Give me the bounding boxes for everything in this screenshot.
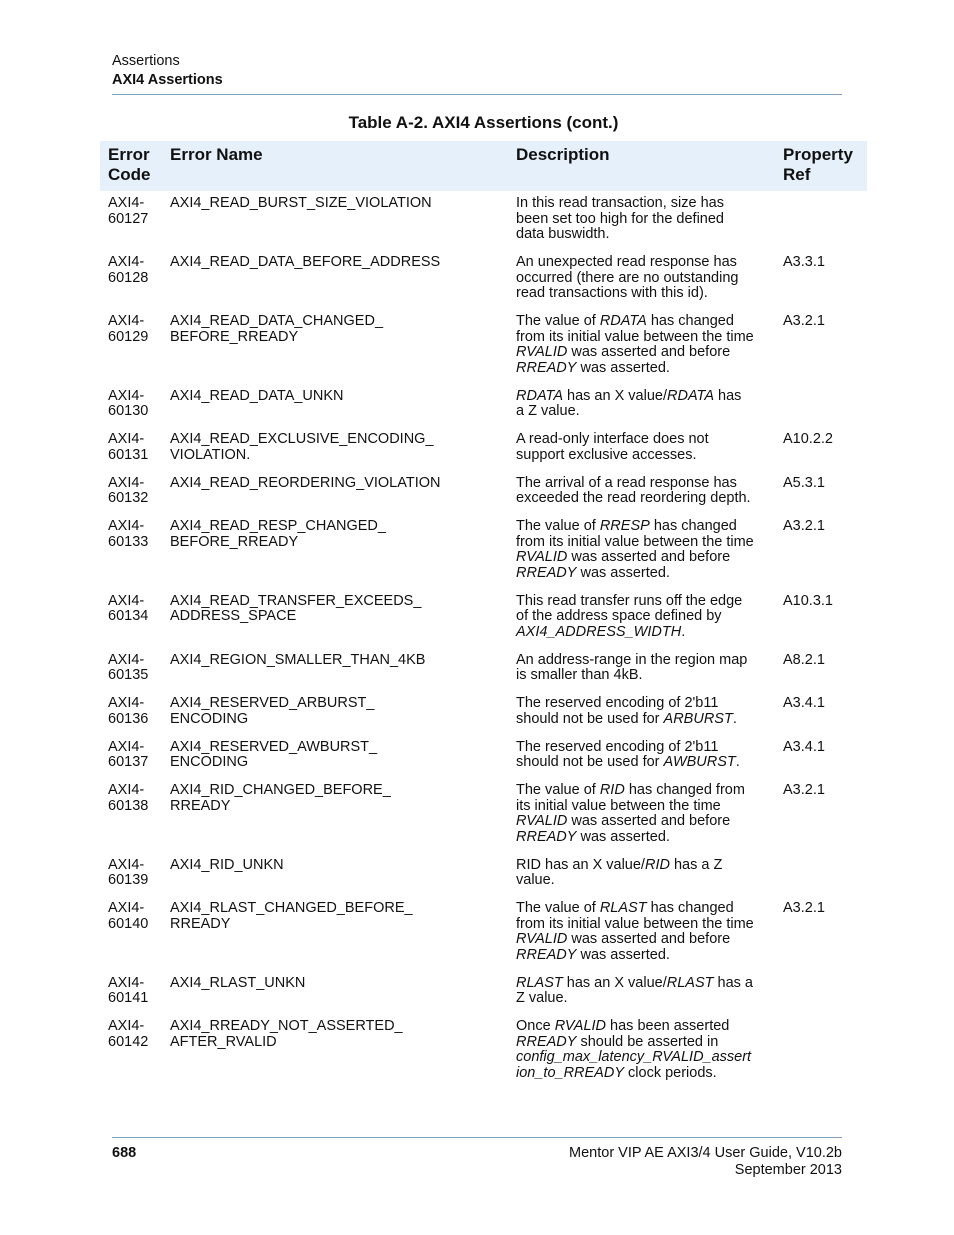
error-name-line: RREADY xyxy=(170,915,231,932)
description-cell xyxy=(516,1019,778,1081)
error-name-line: ADDRESS_SPACE xyxy=(170,608,297,624)
signal-name: RVALID xyxy=(554,1018,607,1034)
description-text: exceeded the read reordering depth. xyxy=(516,490,751,506)
description-line xyxy=(516,609,778,625)
description-cell xyxy=(516,196,778,243)
footer-info xyxy=(569,1145,842,1179)
description-line xyxy=(516,917,778,933)
footer-date: September 2013 xyxy=(734,1162,842,1178)
error-code-cell xyxy=(108,519,166,550)
error-code-cell xyxy=(108,1019,166,1050)
description-text: should not be used for xyxy=(516,754,664,770)
property-ref-cell: A3.4.1 xyxy=(783,738,825,755)
table-row xyxy=(100,783,867,858)
table-row xyxy=(100,901,867,976)
signal-name: RLAST xyxy=(599,900,647,916)
signal-name: RREADY xyxy=(516,359,577,376)
description-text: from its initial value between the time xyxy=(516,533,754,550)
description-line xyxy=(516,491,778,507)
description-cell xyxy=(516,740,778,771)
error-name-cell xyxy=(170,476,510,492)
running-header xyxy=(112,52,842,90)
error-code-line: 60138 xyxy=(108,797,149,814)
description-line xyxy=(516,814,778,830)
error-name-line: AFTER_RVALID xyxy=(170,1033,277,1050)
error-code-line: AXI4- xyxy=(108,387,145,404)
error-code-cell xyxy=(108,653,166,684)
error-name-line: AXI4_READ_BURST_SIZE_VIOLATION xyxy=(170,195,432,211)
description-text: was asserted and before xyxy=(567,813,731,829)
description-line xyxy=(516,830,778,846)
error-code-line: 60133 xyxy=(108,533,149,550)
description-line xyxy=(516,594,778,610)
error-name-cell xyxy=(170,255,510,271)
signal-name: RVALID xyxy=(516,813,568,829)
error-name-line: AXI4_REGION_SMALLER_THAN_4KB xyxy=(170,651,426,668)
table-row xyxy=(100,196,867,255)
description-text: The value of xyxy=(516,782,600,798)
description-line xyxy=(516,212,778,228)
error-code-line: 60130 xyxy=(108,403,149,419)
description-line xyxy=(516,873,778,889)
error-code-line: AXI4- xyxy=(108,695,145,711)
description-line xyxy=(516,1066,778,1082)
error-name-cell xyxy=(170,696,510,727)
property-ref-cell: A3.2.1 xyxy=(783,900,825,916)
description-text: has a xyxy=(713,974,753,991)
error-code-line: AXI4- xyxy=(108,651,145,668)
error-code-cell xyxy=(108,594,166,625)
table-row xyxy=(100,255,867,314)
error-name-line: BEFORE_RREADY xyxy=(170,533,299,550)
description-text: has an X value/ xyxy=(563,387,667,404)
property-ref-cell: A5.3.1 xyxy=(783,474,825,491)
error-code-line: 60139 xyxy=(108,872,149,888)
column-header-property-ref-line2: Ref xyxy=(783,165,811,184)
description-line xyxy=(516,255,778,271)
description-text: An address-range in the region map xyxy=(516,651,748,668)
error-code-cell xyxy=(108,740,166,771)
error-name-line: AXI4_READ_EXCLUSIVE_ENCODING_ xyxy=(170,431,434,447)
error-name-cell xyxy=(170,653,510,669)
description-line xyxy=(516,696,778,712)
description-text: was asserted. xyxy=(576,564,670,581)
description-text: was asserted. xyxy=(576,946,670,963)
description-cell xyxy=(516,255,778,302)
signal-name: RVALID xyxy=(516,344,568,360)
description-line xyxy=(516,932,778,948)
description-text: was asserted and before xyxy=(567,344,731,360)
error-code-cell xyxy=(108,783,166,814)
signal-name: RRESP xyxy=(599,518,650,534)
error-name-cell xyxy=(170,858,510,874)
signal-name: RID xyxy=(644,856,670,873)
description-text: The reserved encoding of 2'b11 xyxy=(516,738,719,755)
table-row xyxy=(100,1019,867,1094)
column-header-description: Description xyxy=(516,145,610,164)
description-cell xyxy=(516,476,778,507)
description-text: clock periods. xyxy=(624,1064,717,1081)
description-text: has been asserted xyxy=(606,1018,730,1034)
description-text: read transactions with this id). xyxy=(516,285,708,301)
description-text: support exclusive accesses. xyxy=(516,446,697,463)
description-line xyxy=(516,196,778,212)
property-ref-cell: A3.2.1 xyxy=(783,518,825,534)
table-row xyxy=(100,519,867,594)
table-row xyxy=(100,314,867,389)
description-line xyxy=(516,432,778,448)
column-header-error-name: Error Name xyxy=(170,145,263,164)
error-code-cell xyxy=(108,314,166,345)
description-cell xyxy=(516,389,778,420)
error-code-line: AXI4- xyxy=(108,195,145,211)
error-name-cell xyxy=(170,740,510,771)
signal-name: RVALID xyxy=(516,549,568,565)
description-text: . xyxy=(732,710,737,727)
table-row xyxy=(100,389,867,433)
error-name-line: AXI4_READ_DATA_UNKN xyxy=(170,387,344,404)
description-line xyxy=(516,1019,778,1035)
description-line xyxy=(516,361,778,377)
signal-name: ion_to_RREADY xyxy=(516,1064,624,1081)
description-line xyxy=(516,345,778,361)
error-code-line: AXI4- xyxy=(108,1018,145,1034)
description-cell xyxy=(516,696,778,727)
signal-name: RDATA xyxy=(667,387,714,404)
error-code-line: AXI4- xyxy=(108,518,145,534)
description-text: from its initial value between the time xyxy=(516,328,754,345)
description-cell xyxy=(516,314,778,376)
description-text: from its initial value between the time xyxy=(516,915,754,932)
error-code-cell xyxy=(108,696,166,727)
footer-divider xyxy=(112,1137,842,1138)
error-code-line: 60135 xyxy=(108,667,149,683)
error-name-cell xyxy=(170,196,510,212)
description-text: been set too high for the defined xyxy=(516,210,724,227)
description-cell xyxy=(516,783,778,845)
description-line xyxy=(516,404,778,420)
signal-name: RID xyxy=(599,782,625,798)
error-name-line: RREADY xyxy=(170,797,231,814)
table-row xyxy=(100,696,867,740)
error-code-line: 60134 xyxy=(108,608,149,624)
signal-name: RVALID xyxy=(516,931,568,947)
property-ref-cell: A10.2.2 xyxy=(783,431,833,447)
error-code-line: 60141 xyxy=(108,990,149,1006)
description-text: was asserted. xyxy=(576,359,670,376)
error-code-line: AXI4- xyxy=(108,431,145,447)
table-row xyxy=(100,858,867,902)
description-line xyxy=(516,286,778,302)
description-text: Once xyxy=(516,1018,555,1034)
description-line xyxy=(516,227,778,243)
table-row xyxy=(100,653,867,697)
signal-name: AXI4_ADDRESS_WIDTH xyxy=(516,623,682,640)
error-name-line: AXI4_RESERVED_ARBURST_ xyxy=(170,695,375,711)
description-text: Z value. xyxy=(516,990,568,1006)
description-line xyxy=(516,535,778,551)
description-text: has changed from xyxy=(624,782,745,798)
error-code-cell xyxy=(108,476,166,507)
description-line xyxy=(516,389,778,405)
description-text: RID has an X value/ xyxy=(516,856,645,873)
error-code-line: AXI4- xyxy=(108,254,145,270)
error-name-line: BEFORE_RREADY xyxy=(170,328,299,345)
signal-name: RDATA xyxy=(516,387,563,404)
table-row xyxy=(100,594,867,653)
description-text: its initial value between the time xyxy=(516,797,721,814)
footer-doc-title: Mentor VIP AE AXI3/4 User Guide, V10.2b xyxy=(569,1145,842,1161)
column-header-error-code xyxy=(108,145,164,185)
error-code-cell xyxy=(108,901,166,932)
table-row xyxy=(100,432,867,476)
description-line xyxy=(516,858,778,874)
error-name-cell xyxy=(170,901,510,932)
signal-name: ARBURST xyxy=(663,710,733,727)
table-title: Table A-2. AXI4 Assertions (cont.) xyxy=(348,113,619,132)
property-ref-cell: A3.3.1 xyxy=(783,254,825,270)
error-code-cell xyxy=(108,858,166,889)
description-text: should not be used for xyxy=(516,710,664,727)
signal-name: RLAST xyxy=(666,974,714,991)
error-code-line: AXI4- xyxy=(108,738,145,755)
description-text: a Z value. xyxy=(516,403,580,419)
description-text: The value of xyxy=(516,900,600,916)
page-number: 688 xyxy=(112,1145,137,1161)
description-line xyxy=(516,901,778,917)
description-text: occurred (there are no outstanding xyxy=(516,269,739,286)
description-line xyxy=(516,330,778,346)
description-cell xyxy=(516,858,778,889)
error-name-line: VIOLATION. xyxy=(170,446,251,463)
error-code-line: 60129 xyxy=(108,328,149,345)
description-cell xyxy=(516,901,778,963)
error-name-cell xyxy=(170,1019,510,1050)
description-text: A read-only interface does not xyxy=(516,431,709,447)
signal-name: config_max_latency_RVALID_assert xyxy=(516,1049,752,1065)
error-name-cell xyxy=(170,976,510,992)
error-code-line: 60128 xyxy=(108,269,149,286)
description-text: of the address space defined by xyxy=(516,608,722,624)
property-ref-cell: A10.3.1 xyxy=(783,592,833,609)
description-text: has an X value/ xyxy=(562,974,667,991)
description-text: has xyxy=(714,387,742,404)
column-header-property-ref xyxy=(783,145,863,185)
description-line xyxy=(516,1050,778,1066)
description-line xyxy=(516,668,778,684)
error-code-line: 60137 xyxy=(108,754,149,770)
error-name-line: AXI4_RLAST_UNKN xyxy=(170,974,306,991)
error-name-line: AXI4_RID_UNKN xyxy=(170,856,284,873)
description-cell xyxy=(516,594,778,641)
description-line xyxy=(516,566,778,582)
description-line xyxy=(516,755,778,771)
description-line xyxy=(516,653,778,669)
signal-name: RDATA xyxy=(599,313,647,329)
error-code-line: AXI4- xyxy=(108,974,145,991)
description-cell xyxy=(516,519,778,581)
description-text: has changed xyxy=(646,900,734,916)
error-name-line: AXI4_READ_REORDERING_VIOLATION xyxy=(170,474,441,491)
table-row xyxy=(100,740,867,784)
table-row xyxy=(100,476,867,520)
error-code-line: 60127 xyxy=(108,210,149,227)
description-cell xyxy=(516,976,778,1007)
description-text: The arrival of a read response has xyxy=(516,474,737,491)
error-code-line: 60142 xyxy=(108,1033,149,1050)
description-line xyxy=(516,799,778,815)
description-line xyxy=(516,1035,778,1051)
column-header-error-code-line2: Code xyxy=(108,165,151,184)
error-name-cell xyxy=(170,314,510,345)
table-header-row xyxy=(100,141,867,191)
error-name-line: AXI4_RLAST_CHANGED_BEFORE_ xyxy=(170,900,413,916)
description-text: was asserted. xyxy=(576,828,670,845)
error-code-line: 60132 xyxy=(108,490,149,506)
description-line xyxy=(516,740,778,756)
column-header-property-ref-line1: Property xyxy=(783,145,853,164)
description-text: data buswidth. xyxy=(516,226,610,242)
error-code-line: 60140 xyxy=(108,915,149,932)
error-code-line: AXI4- xyxy=(108,782,145,798)
property-ref-cell: A3.2.1 xyxy=(783,313,825,329)
description-line xyxy=(516,476,778,492)
description-text: This read transfer runs off the edge xyxy=(516,592,743,609)
description-text: An unexpected read response has xyxy=(516,254,737,270)
error-name-line: AXI4_RESERVED_AWBURST_ xyxy=(170,738,378,755)
header-subsection: AXI4 Assertions xyxy=(112,72,223,88)
error-name-cell xyxy=(170,432,510,463)
error-name-cell xyxy=(170,519,510,550)
error-code-line: AXI4- xyxy=(108,313,145,329)
error-code-cell xyxy=(108,976,166,1007)
error-code-cell xyxy=(108,432,166,463)
header-section: Assertions xyxy=(112,53,180,69)
description-line xyxy=(516,271,778,287)
description-text: The value of xyxy=(516,313,600,329)
description-line xyxy=(516,448,778,464)
description-text: The value of xyxy=(516,518,600,534)
error-code-line: AXI4- xyxy=(108,900,145,916)
description-text: . xyxy=(681,623,686,640)
description-text: is smaller than 4kB. xyxy=(516,667,643,683)
property-ref-cell: A8.2.1 xyxy=(783,651,825,668)
error-code-line: AXI4- xyxy=(108,592,145,609)
description-text: value. xyxy=(516,872,555,888)
error-name-cell xyxy=(170,783,510,814)
description-cell xyxy=(516,432,778,463)
description-text: should be asserted in xyxy=(576,1033,719,1050)
signal-name: RREADY xyxy=(516,828,577,845)
error-code-cell xyxy=(108,255,166,286)
error-name-line: AXI4_READ_DATA_BEFORE_ADDRESS xyxy=(170,254,441,270)
header-divider xyxy=(112,94,842,95)
error-name-line: AXI4_RID_CHANGED_BEFORE_ xyxy=(170,782,391,798)
signal-name: RREADY xyxy=(516,1033,577,1050)
error-code-line: 60131 xyxy=(108,446,149,463)
signal-name: RREADY xyxy=(516,946,577,963)
description-line xyxy=(516,519,778,535)
error-code-cell xyxy=(108,196,166,227)
error-code-cell xyxy=(108,389,166,420)
description-text: . xyxy=(735,754,740,770)
description-text: The reserved encoding of 2'b11 xyxy=(516,695,719,711)
description-cell xyxy=(516,653,778,684)
description-line xyxy=(516,625,778,641)
description-text: was asserted and before xyxy=(567,931,731,947)
description-text: has changed xyxy=(646,313,734,329)
error-code-line: AXI4- xyxy=(108,474,145,491)
signal-name: RLAST xyxy=(516,974,563,991)
description-text: In this read transaction, size has xyxy=(516,195,724,211)
signal-name: RREADY xyxy=(516,564,577,581)
description-text: was asserted and before xyxy=(567,549,731,565)
error-name-cell xyxy=(170,389,510,405)
error-name-line: AXI4_READ_DATA_CHANGED_ xyxy=(170,313,384,329)
description-line xyxy=(516,948,778,964)
error-name-line: AXI4_READ_TRANSFER_EXCEEDS_ xyxy=(170,592,422,609)
description-line xyxy=(516,976,778,992)
table-row xyxy=(100,976,867,1020)
property-ref-cell: A3.2.1 xyxy=(783,782,825,798)
error-name-line: ENCODING xyxy=(170,710,249,727)
error-name-line: AXI4_RREADY_NOT_ASSERTED_ xyxy=(170,1018,403,1034)
error-code-line: 60136 xyxy=(108,710,149,727)
property-ref-cell: A3.4.1 xyxy=(783,695,825,711)
error-code-line: AXI4- xyxy=(108,856,145,873)
description-line xyxy=(516,991,778,1007)
description-line xyxy=(516,314,778,330)
error-name-line: ENCODING xyxy=(170,754,249,770)
description-text: has a Z xyxy=(669,856,723,873)
description-line xyxy=(516,712,778,728)
description-line xyxy=(516,783,778,799)
error-name-line: AXI4_READ_RESP_CHANGED_ xyxy=(170,518,386,534)
error-name-cell xyxy=(170,594,510,625)
description-line xyxy=(516,550,778,566)
signal-name: AWBURST xyxy=(663,754,736,770)
description-text: has changed xyxy=(649,518,737,534)
table-body xyxy=(100,196,867,1094)
column-header-error-code-line1: Error xyxy=(108,145,150,164)
